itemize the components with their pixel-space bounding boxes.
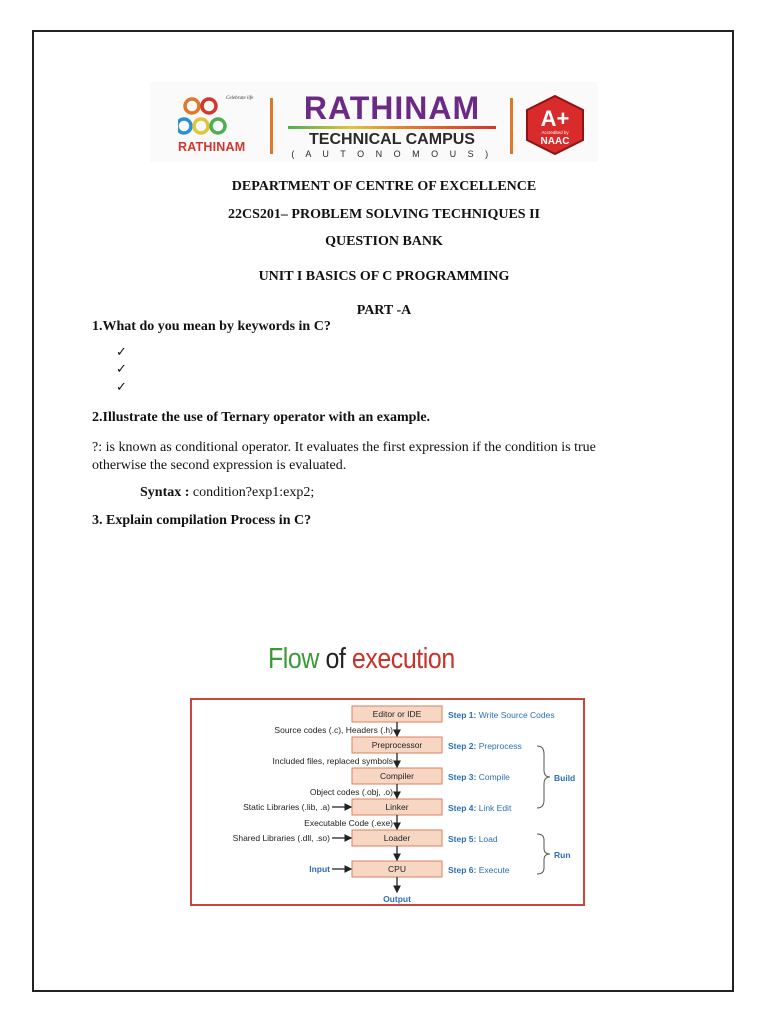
build-brace <box>537 746 550 808</box>
question-1: 1.What do you mean by keywords in C? <box>92 319 331 334</box>
logo-tagline: Celebrate life <box>226 96 254 101</box>
label-output: Output <box>383 894 411 904</box>
unit-title: UNIT I BASICS OF C PROGRAMMING <box>258 269 510 284</box>
box-preprocessor: Preprocessor <box>371 740 423 750</box>
box-cpu: CPU <box>388 864 406 874</box>
step-3: Step 3: Compile <box>448 772 510 782</box>
flow-box <box>352 799 442 815</box>
figure-title-flow: Flow <box>268 643 319 675</box>
box-linker: Linker <box>385 802 409 812</box>
group-build: Build <box>554 773 576 783</box>
checkmark-icon: ✓ <box>116 345 127 360</box>
flow-box <box>352 706 442 722</box>
answer-2 <box>92 439 692 475</box>
campus-wordmark <box>282 92 502 158</box>
group-run: Run <box>554 850 571 860</box>
syntax-value: condition?exp1:exp2; <box>189 485 315 500</box>
department-title: DEPARTMENT OF CENTRE OF EXCELLENCE <box>231 179 537 194</box>
rings-icon <box>178 96 254 140</box>
rathinam-group-logo <box>178 96 254 156</box>
step-1: Step 1: Write Source Codes <box>448 710 555 720</box>
flow-box <box>352 768 442 784</box>
checkmark-icon: ✓ <box>116 380 127 395</box>
flow-diagram-svg <box>192 700 583 904</box>
label-object-codes: Object codes (.obj, .o) <box>309 787 393 797</box>
checkmark-icon: ✓ <box>116 362 127 377</box>
wordmark-autonomous: ( A U T O N O M O U S ) <box>291 149 493 159</box>
course-title: 22CS201– PROBLEM SOLVING TECHNIQUES II <box>228 207 540 222</box>
wordmark-color-rule <box>288 126 496 129</box>
compilation-flow-diagram <box>190 698 585 906</box>
institution-logo-banner <box>150 82 598 162</box>
wordmark-technical-campus: TECHNICAL CAMPUS <box>309 131 475 148</box>
flow-box <box>352 861 442 877</box>
figure-title-execution: execution <box>351 643 455 675</box>
logo-divider <box>510 98 513 154</box>
wordmark-rathinam: RATHINAM <box>303 90 481 126</box>
badge-naac: NAAC <box>540 136 570 147</box>
document-type: QUESTION BANK <box>325 234 443 249</box>
badge-small-text: Accredited by <box>541 130 569 135</box>
box-loader: Loader <box>383 833 411 843</box>
box-compiler: Compiler <box>379 771 415 781</box>
logo-divider <box>270 98 273 154</box>
label-static-libraries: Static Libraries (.lib, .a) <box>243 802 330 812</box>
answer-2-line-1: ?: is known as conditional operator. It evaluates the first expression if the condition is true <box>92 440 596 455</box>
step-6: Step 6: Execute <box>448 865 510 875</box>
label-source-codes: Source codes (.c), Headers (.h) <box>274 725 393 735</box>
naac-badge-icon <box>522 94 588 156</box>
syntax-label: Syntax : <box>140 485 190 500</box>
label-included-files: Included files, replaced symbols <box>272 756 393 766</box>
box-editor: Editor or IDE <box>372 709 422 719</box>
step-5: Step 5: Load <box>448 834 498 844</box>
flow-box <box>352 737 442 753</box>
flow-box <box>352 830 442 846</box>
question-2: 2.Illustrate the use of Ternary operator with an example. <box>92 410 431 425</box>
question-3: 3. Explain compilation Process in C? <box>92 513 312 528</box>
step-2: Step 2: Preprocess <box>448 741 522 751</box>
label-executable-code: Executable Code (.exe) <box>304 818 393 828</box>
figure-title-of: of <box>318 643 352 675</box>
syntax-line <box>140 485 314 501</box>
part-heading: PART -A <box>356 303 412 318</box>
naac-badge <box>522 94 588 156</box>
label-input: Input <box>309 864 330 874</box>
badge-grade: A+ <box>540 106 570 131</box>
step-4: Step 4: Link Edit <box>448 803 512 813</box>
answer-2-line-2: otherwise the second expression is evaluated. <box>92 458 347 473</box>
run-brace <box>537 834 550 874</box>
figure-title <box>268 643 455 676</box>
logo-brand-text: RATHINAM <box>178 140 246 154</box>
label-shared-libraries: Shared Libraries (.dll, .so) <box>232 833 330 843</box>
